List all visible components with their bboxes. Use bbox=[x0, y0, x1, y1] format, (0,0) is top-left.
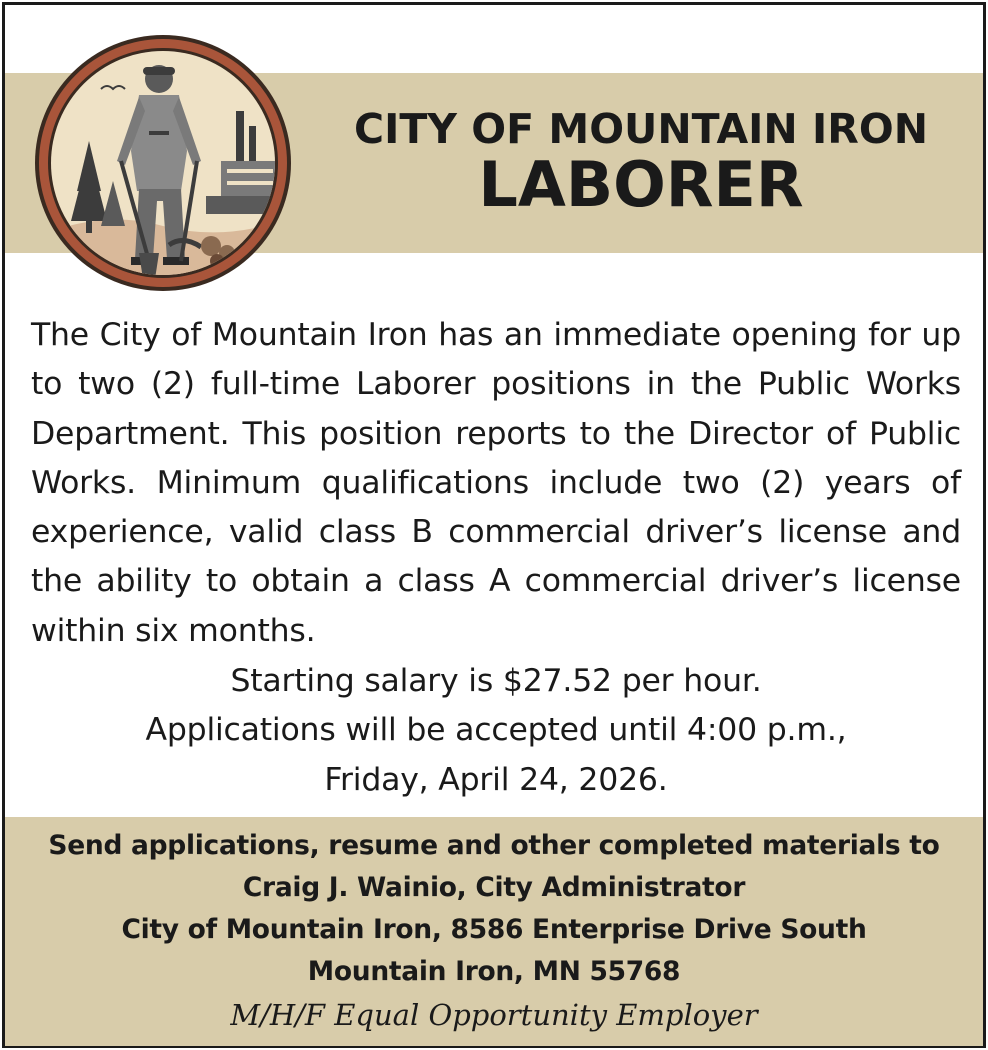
deadline-line-2: Friday, April 24, 2026. bbox=[324, 761, 668, 798]
title-block bbox=[295, 73, 987, 253]
deadline-line-1: Applications will be accepted until 4:00 p.m., bbox=[145, 712, 847, 749]
send-to-line: Send applications, resume and other completed materials to bbox=[48, 830, 940, 861]
salary-line: Starting salary is $27.52 per hour. bbox=[230, 663, 762, 699]
contact-block bbox=[5, 825, 983, 1037]
equal-opportunity-statement: M/H/F Equal Opportunity Employer bbox=[230, 998, 758, 1032]
city-seal-miner-icon bbox=[31, 31, 295, 295]
job-description: The City of Mountain Iron has an immediate opening for up to two (2) full-time Laborer positions in the Public Works Department. This position reports to the Director of Public Works. Minimum qualifications include two (2) years of experience, valid class B commercial driver’s license and the ability to obtain a class A commercial driver’s license within six months. bbox=[31, 317, 961, 649]
job-title: LABORER bbox=[478, 148, 804, 222]
salary-and-deadline bbox=[31, 657, 961, 805]
org-name: CITY OF MOUNTAIN IRON bbox=[353, 104, 929, 153]
contact-name: Craig J. Wainio, City Administrator bbox=[242, 872, 746, 903]
contact-city-zip: Mountain Iron, MN 55768 bbox=[307, 956, 681, 987]
contact-address: City of Mountain Iron, 8586 Enterprise Drive South bbox=[121, 914, 867, 945]
job-ad bbox=[2, 2, 986, 1048]
